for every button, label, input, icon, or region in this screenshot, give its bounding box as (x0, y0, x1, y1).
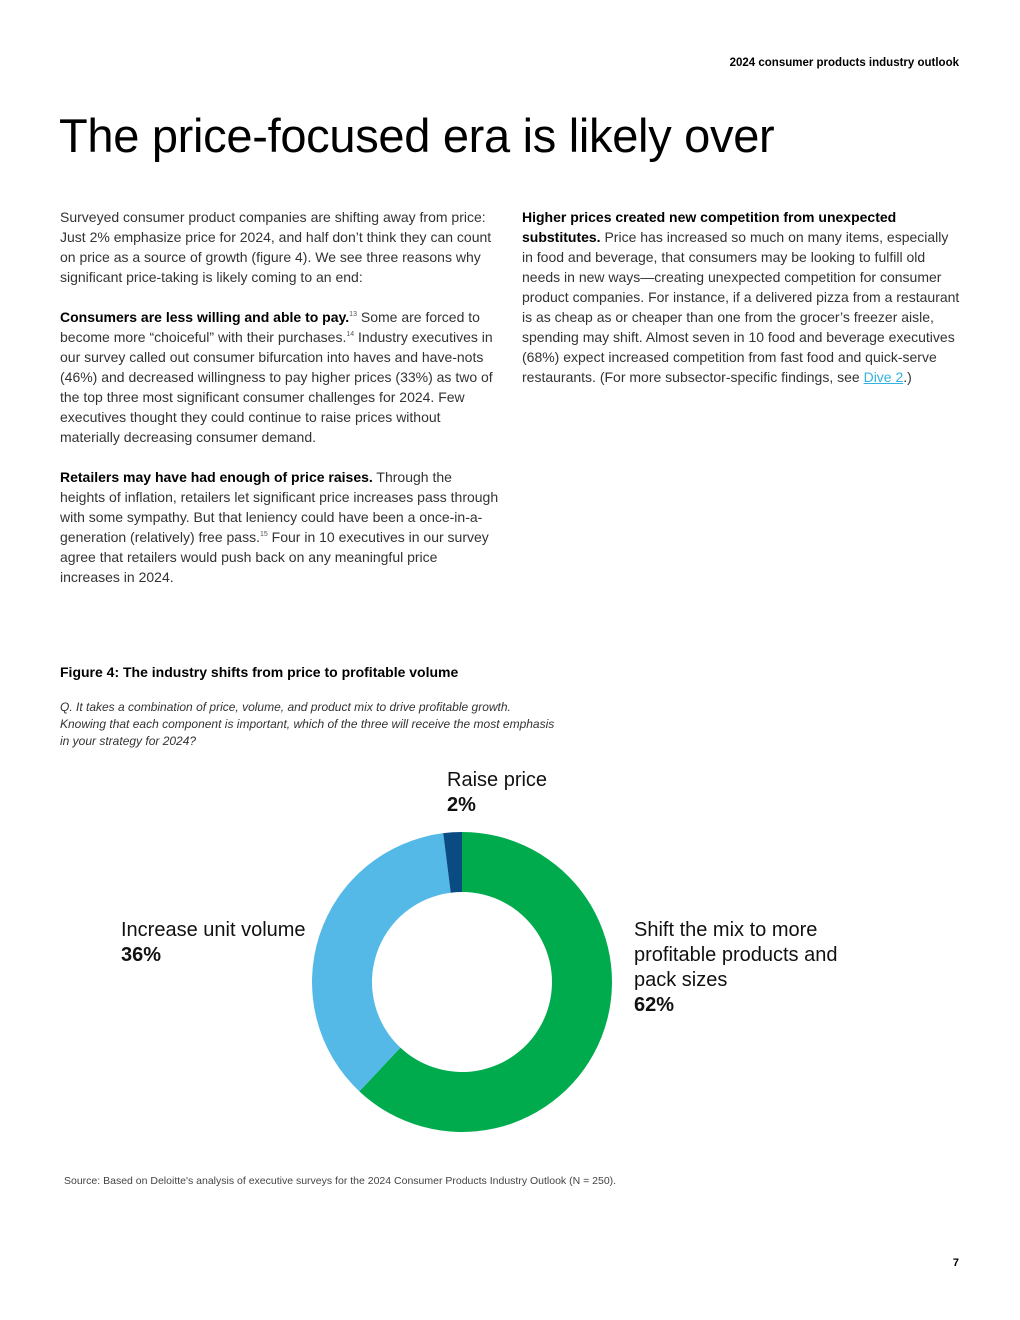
label-raise-price (447, 768, 547, 818)
slice-value: 36% (121, 944, 162, 966)
paragraph-text: Some are forced to become more “choiceful” with their purchases. (60, 309, 480, 345)
figure-question: Q. It takes a combination of price, volume, and product mix to drive profitable growth. Knowing that each component is important, which of the three will receive the most emphasis in your strategy for 2024? (60, 700, 555, 748)
slice-label: Shift the mix to more profitable products and pack sizes (634, 919, 838, 991)
slice-value: 62% (634, 994, 675, 1016)
footnote-ref[interactable]: 13 (349, 311, 357, 318)
paragraph-lead: Consumers are less willing and able to pay. (60, 309, 350, 325)
footnote-ref[interactable]: 15 (260, 531, 268, 538)
page-title: The price-focused era is likely over (59, 109, 775, 162)
running-header: 2024 consumer products industry outlook (729, 57, 959, 69)
footnote-ref[interactable]: 14 (346, 331, 355, 338)
paragraph-lead: Retailers may have had enough of price raises. (60, 469, 373, 485)
paragraph-lead: Higher prices created new competition from unexpected substitutes. (522, 209, 897, 245)
paragraph-text: .) (903, 369, 912, 385)
slice-label: Raise price (447, 769, 548, 791)
figure-title: Figure 4: The industry shifts from price to profitable volume (60, 664, 459, 680)
dive-2-link[interactable]: Dive 2 (863, 369, 904, 385)
figure-source: Source: Based on Deloitte's analysis of executive surveys for the 2024 Consumer Products Industry Outlook (N = 250). (64, 1175, 617, 1187)
intro-paragraph: Surveyed consumer product companies are shifting away from price: Just 2% emphasize price for 2024, and half don’t think they can count on price as a source of growth (figure 4). We see three reasons why significant price-taking is likely coming to an end: (60, 209, 492, 285)
paragraph-text: Industry executives in our survey called out consumer bifurcation into haves and have-nots (46%) and decreased willingness to pay higher prices (33%) as two of the top three most significant consumer challenges for 2024. Few executives thought they could continue to raise prices without materially decreasing consumer demand. (60, 329, 493, 445)
label-increase-volume (121, 918, 306, 968)
paragraph-text: Four in 10 executives in our survey agree that retailers would push back on any meaningful price increases in 2024. (60, 529, 489, 585)
page-number: 7 (952, 1257, 959, 1269)
slice-label: Increase unit volume (121, 919, 306, 941)
paragraph-text: Price has increased so much on many items, especially in food and beverage, that consumers may be looking to fulfill old needs in new ways—creating unexpected competition for consumer product companies. For instance, if a delivered pizza from a restaurant is as cheap as or cheaper than one from the grocer’s freezer aisle, spending may shift. Almost seven in 10 food and beverage executives (68%) expect increased competition from fast food and quick-serve restaurants. (For more subsector-specific findings, see (522, 229, 960, 385)
donut-slice-1 (312, 833, 451, 1091)
label-shift-mix (634, 918, 854, 1018)
slice-value: 2% (447, 794, 476, 816)
paragraph-text: Through the heights of inflation, retailers let significant price increases pass through with some sympathy. But that leniency could have been a once-in-a-generation (relatively) free pass. (60, 469, 499, 545)
